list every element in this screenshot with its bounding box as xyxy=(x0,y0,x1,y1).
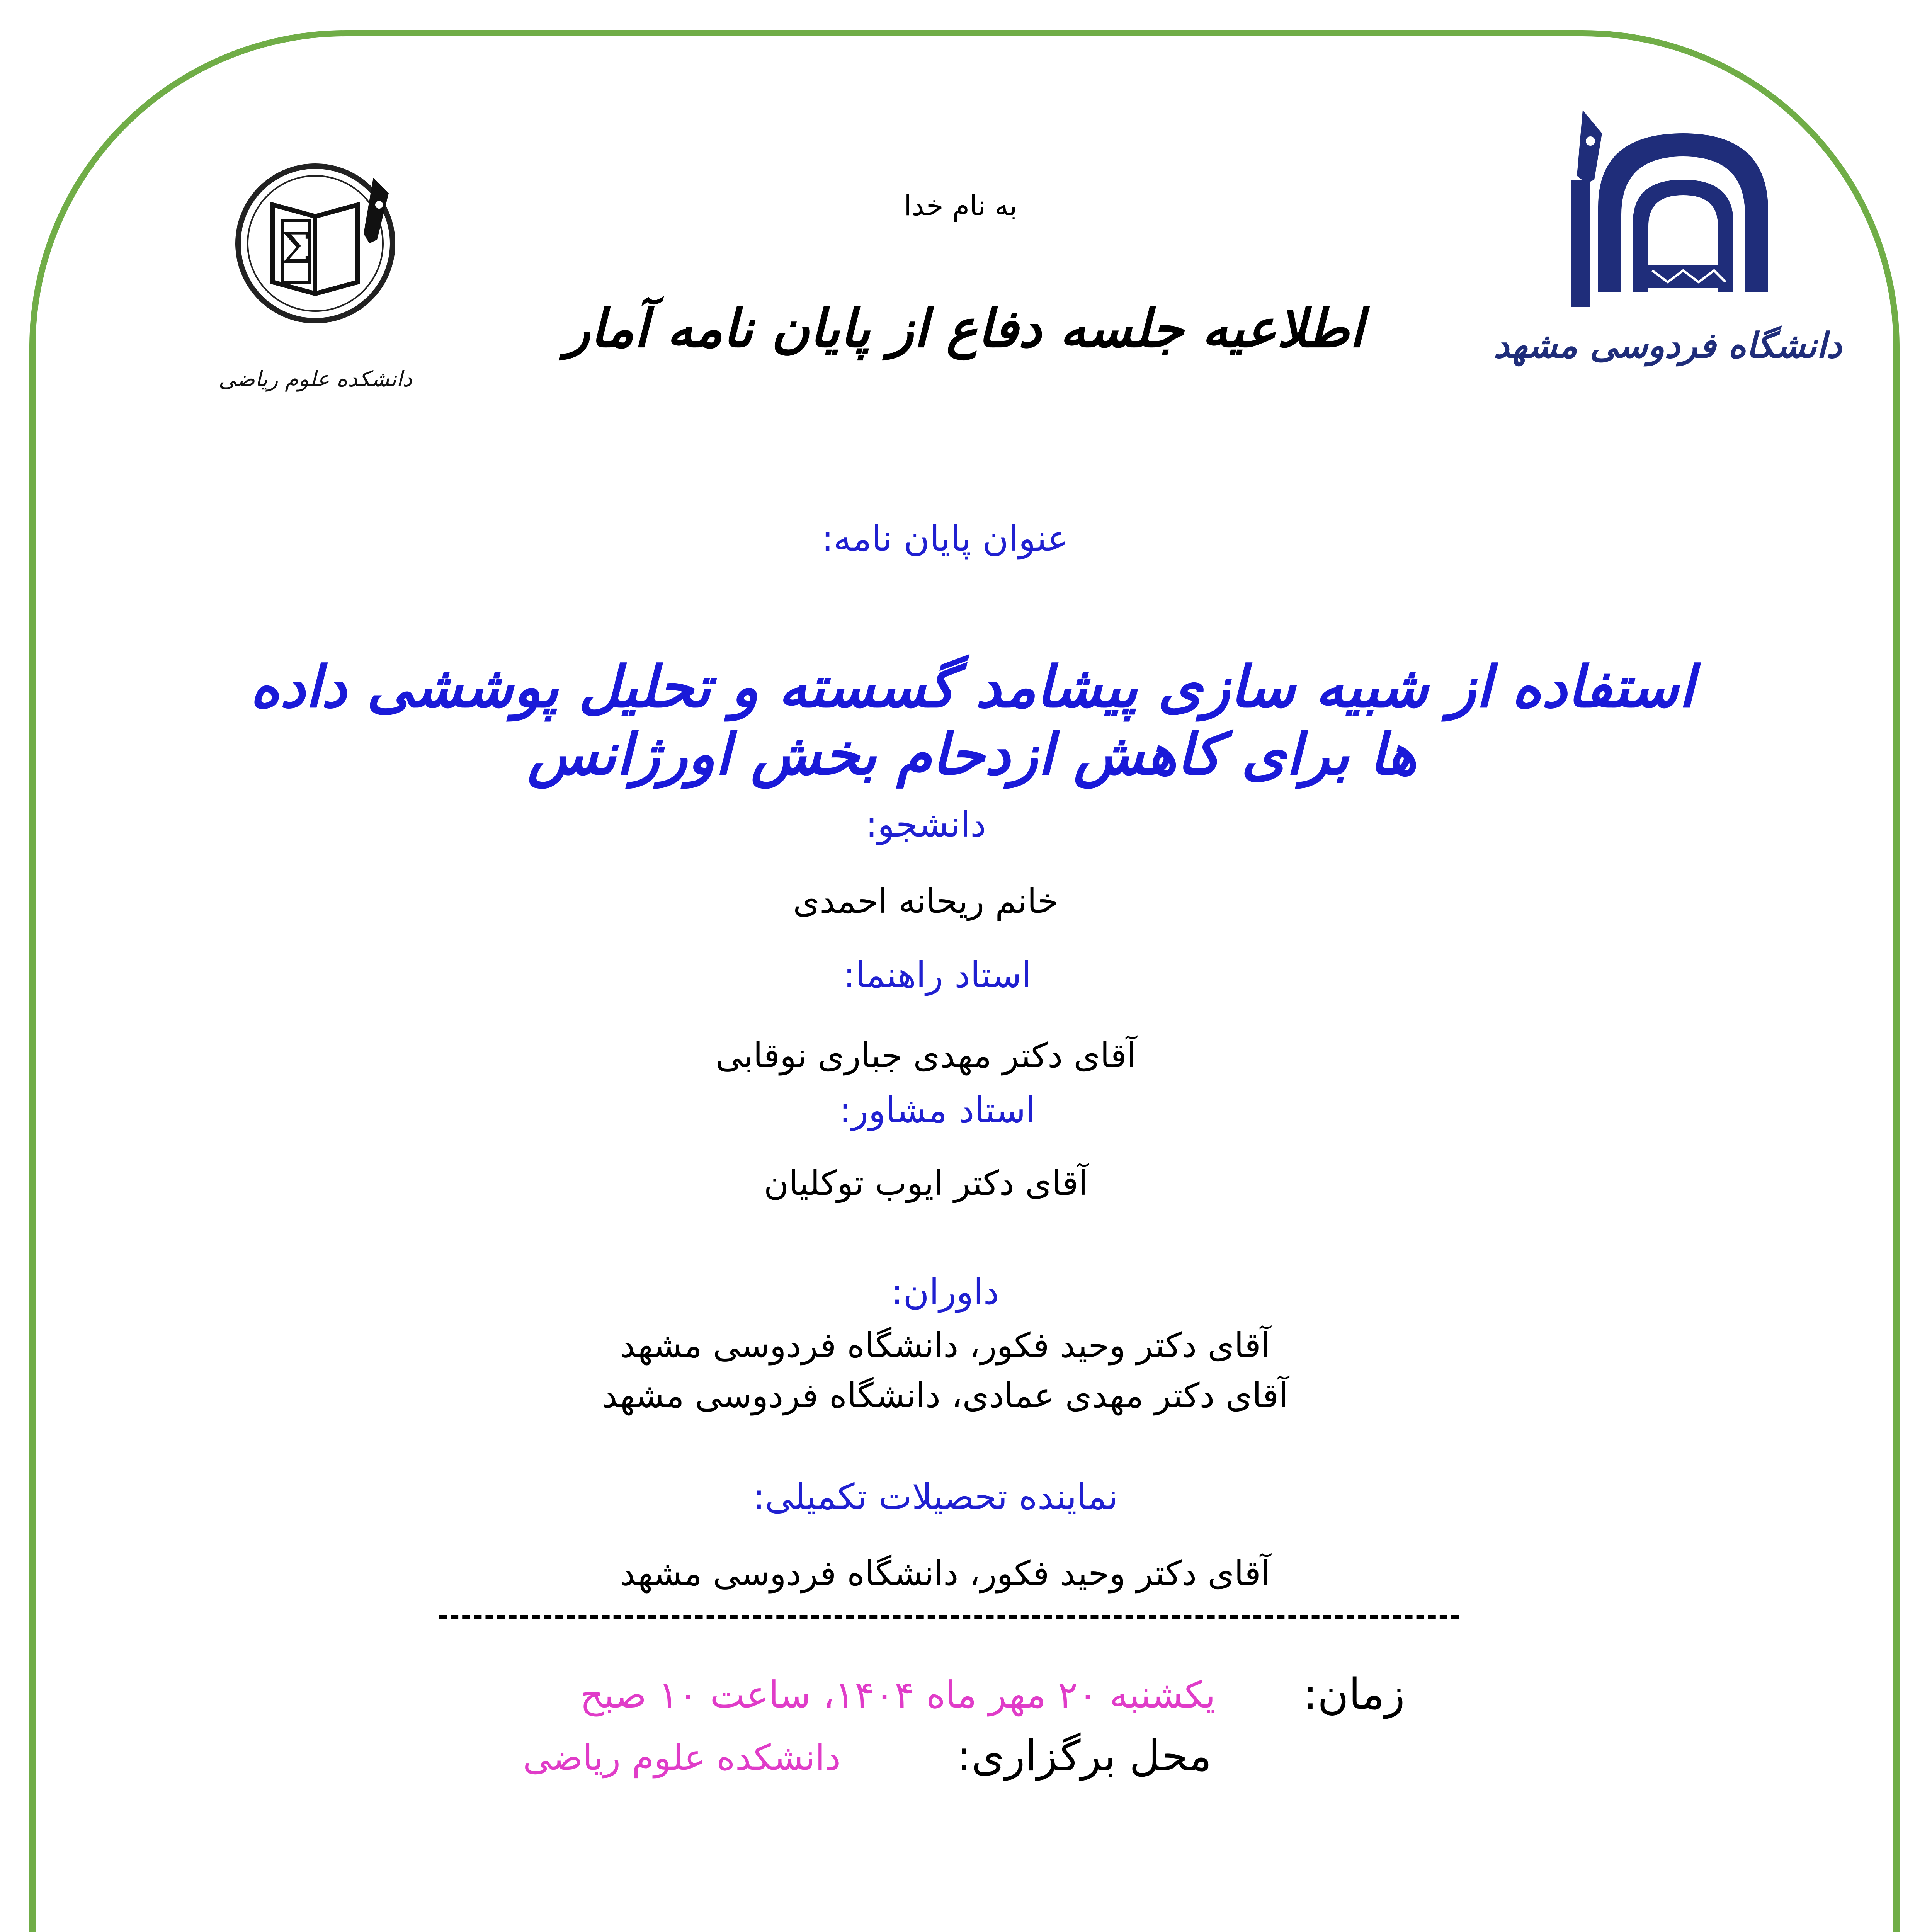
right-logo-text: دانشگاه فردوسی مشهد xyxy=(1493,325,1842,366)
referee-item: آقای دکتر وحید فکور، دانشگاه فردوسی مشهد xyxy=(620,1325,1270,1365)
supervisor-name: آقای دکتر مهدی جباری نوقابی xyxy=(715,1036,1136,1075)
svg-text:دانشگاه فردوسی مشهد xyxy=(215,116,223,120)
representative-label: نماینده تحصیلات تکمیلی: xyxy=(753,1476,1118,1517)
ferdowsi-university-logo-icon xyxy=(1493,110,1842,388)
left-logo-arc-text xyxy=(215,116,223,120)
time-label: زمان: xyxy=(1303,1669,1405,1719)
thesis-title-label: عنوان پایان نامه: xyxy=(821,518,1069,559)
svg-text:Σ: Σ xyxy=(281,223,311,273)
referees-label: داوران: xyxy=(891,1271,999,1313)
advisor-name: آقای دکتر ایوب توکلیان xyxy=(764,1163,1088,1203)
time-value: یکشنبه ۲۰ مهر ماه ۱۴۰۴، ساعت ۱۰ صبح xyxy=(580,1673,1216,1716)
dashed-divider xyxy=(439,1615,1459,1619)
representative-name: آقای دکتر وحید فکور، دانشگاه فردوسی مشهد xyxy=(620,1553,1270,1593)
referee-item: آقای دکتر مهدی عمادی، دانشگاه فردوسی مشهد xyxy=(602,1376,1288,1415)
thesis-title: استفاده از شبیه سازی پیشامد گسسته و تحلیل پوششی داده ها برای کاهش ازدحام بخش اورژانس xyxy=(250,653,1695,787)
advisor-label: استاد مشاور: xyxy=(839,1090,1036,1131)
left-logo-text: دانشکده علوم ریاضی xyxy=(218,367,412,392)
place-label: محل برگزاری: xyxy=(957,1731,1212,1781)
supervisor-label: استاد راهنما: xyxy=(843,954,1032,996)
place-value: دانشکده علوم ریاضی xyxy=(523,1737,841,1778)
student-label: دانشجو: xyxy=(865,804,986,845)
announcement-heading: اطلاعیه جلسه دفاع از پایان نامه آمار xyxy=(565,298,1364,359)
faculty-math-logo-icon xyxy=(215,116,416,410)
student-name: خانم ریحانه احمدی xyxy=(793,881,1059,921)
bismillah-text: به نام خدا xyxy=(904,189,1017,222)
